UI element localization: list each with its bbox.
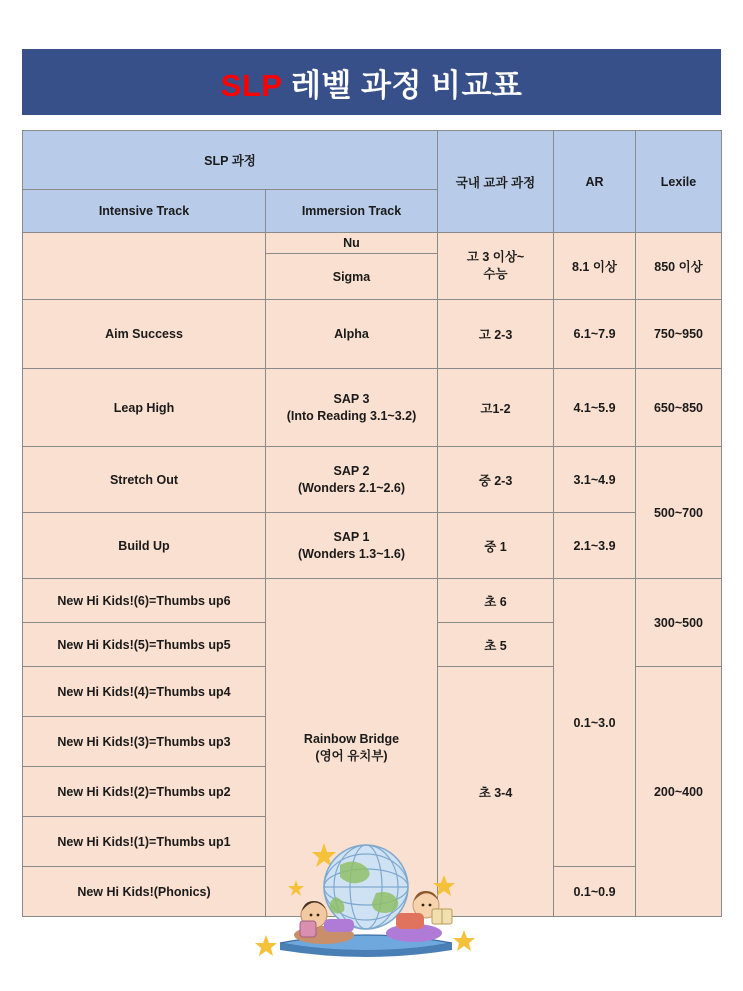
cell-ar-3: 3.1~4.9 [554, 447, 636, 513]
cell-immersion-sap3 [266, 369, 438, 447]
cell-ar-0-3: 0.1~3.0 [554, 579, 636, 867]
page-title-brand: SLP [220, 67, 282, 103]
header-immersion-track: Immersion Track [266, 190, 438, 233]
book-mat-edge [280, 943, 452, 957]
table-header-row-1 [23, 131, 722, 190]
cell-curriculum-high3: 고 3 이상~ 수능 [438, 233, 554, 300]
cell-intensive-nhk4: New Hi Kids!(4)=Thumbs up4 [23, 667, 266, 717]
page-title-rest: 레벨 과정 비교표 [281, 67, 523, 103]
cell-immersion-alpha: Alpha [266, 300, 438, 369]
cell-immersion-nu: Nu [266, 233, 438, 254]
header-intensive-track: Intensive Track [23, 190, 266, 233]
table-row [23, 513, 722, 579]
cell-immersion-rainbow-line1: Rainbow Bridge [303, 731, 400, 746]
cell-intensive-nhk2: New Hi Kids!(2)=Thumbs up2 [23, 767, 266, 817]
cell-lexile-650: 650~850 [636, 369, 722, 447]
cell-intensive-nhk5: New Hi Kids!(5)=Thumbs up5 [23, 623, 266, 667]
cell-intensive-build-up: Build Up [23, 513, 266, 579]
cell-lexile-300: 300~500 [636, 579, 722, 667]
cell-lexile-850: 850 이상 [636, 233, 722, 300]
cell-ar-8: 8.1 이상 [554, 233, 636, 300]
table-row [23, 369, 722, 447]
cell-ar-6: 6.1~7.9 [554, 300, 636, 369]
page-title-bar [22, 49, 721, 115]
cell-intensive-nhk3: New Hi Kids!(3)=Thumbs up3 [23, 717, 266, 767]
cell-immersion-rainbow-bridge [266, 579, 438, 917]
cell-intensive-nhk1: New Hi Kids!(1)=Thumbs up1 [23, 817, 266, 867]
cell-curriculum-high1-2: 고1-2 [438, 369, 554, 447]
cell-intensive-nhk6: New Hi Kids!(6)=Thumbs up6 [23, 579, 266, 623]
cell-ar-4: 4.1~5.9 [554, 369, 636, 447]
cell-curriculum-mid2-3: 중 2-3 [438, 447, 554, 513]
header-ar: AR [554, 131, 636, 233]
cell-curriculum-elem6: 초 6 [438, 579, 554, 623]
cell-immersion-sap2 [266, 447, 438, 513]
cell-curriculum-mid1: 중 1 [438, 513, 554, 579]
cell-intensive-aim-success: Aim Success [23, 300, 266, 369]
cell-immersion-sap3-line2: (Into Reading 3.1~3.2) [286, 408, 417, 423]
cell-intensive-stretch-out: Stretch Out [23, 447, 266, 513]
table-row [23, 233, 722, 254]
cell-immersion-rainbow-line2: (영어 유치부) [315, 748, 388, 763]
header-slp-group: SLP 과정 [23, 131, 438, 190]
cell-immersion-sap3-line1: SAP 3 [333, 391, 370, 406]
cell-immersion-sap2-line1: SAP 2 [333, 463, 370, 478]
table-row [23, 579, 722, 623]
header-domestic-curriculum: 국내 교과 과정 [438, 131, 554, 233]
book-mat [280, 935, 452, 951]
cell-curriculum-high2-3: 고 2-3 [438, 300, 554, 369]
table-row [23, 447, 722, 513]
cell-lexile-750: 750~950 [636, 300, 722, 369]
cell-curriculum-elem3-4: 초 3-4 [438, 667, 554, 917]
cell-curriculum-elem5: 초 5 [438, 623, 554, 667]
cell-ar-0-9: 0.1~0.9 [554, 867, 636, 917]
cell-ar-2: 2.1~3.9 [554, 513, 636, 579]
header-lexile: Lexile [636, 131, 722, 233]
cell-intensive-phonics: New Hi Kids!(Phonics) [23, 867, 266, 917]
cell-immersion-sap1-line1: SAP 1 [333, 529, 370, 544]
cell-immersion-sap2-line2: (Wonders 2.1~2.6) [297, 480, 406, 495]
cell-intensive-leap-high: Leap High [23, 369, 266, 447]
level-comparison-table [22, 130, 722, 917]
cell-lexile-500: 500~700 [636, 447, 722, 579]
table-row [23, 300, 722, 369]
cell-immersion-sap1 [266, 513, 438, 579]
cell-lexile-200: 200~400 [636, 667, 722, 917]
cell-intensive-empty-top [23, 233, 266, 300]
cell-immersion-sigma: Sigma [266, 254, 438, 300]
page-title [221, 60, 523, 105]
cell-immersion-sap1-line2: (Wonders 1.3~1.6) [297, 546, 406, 561]
